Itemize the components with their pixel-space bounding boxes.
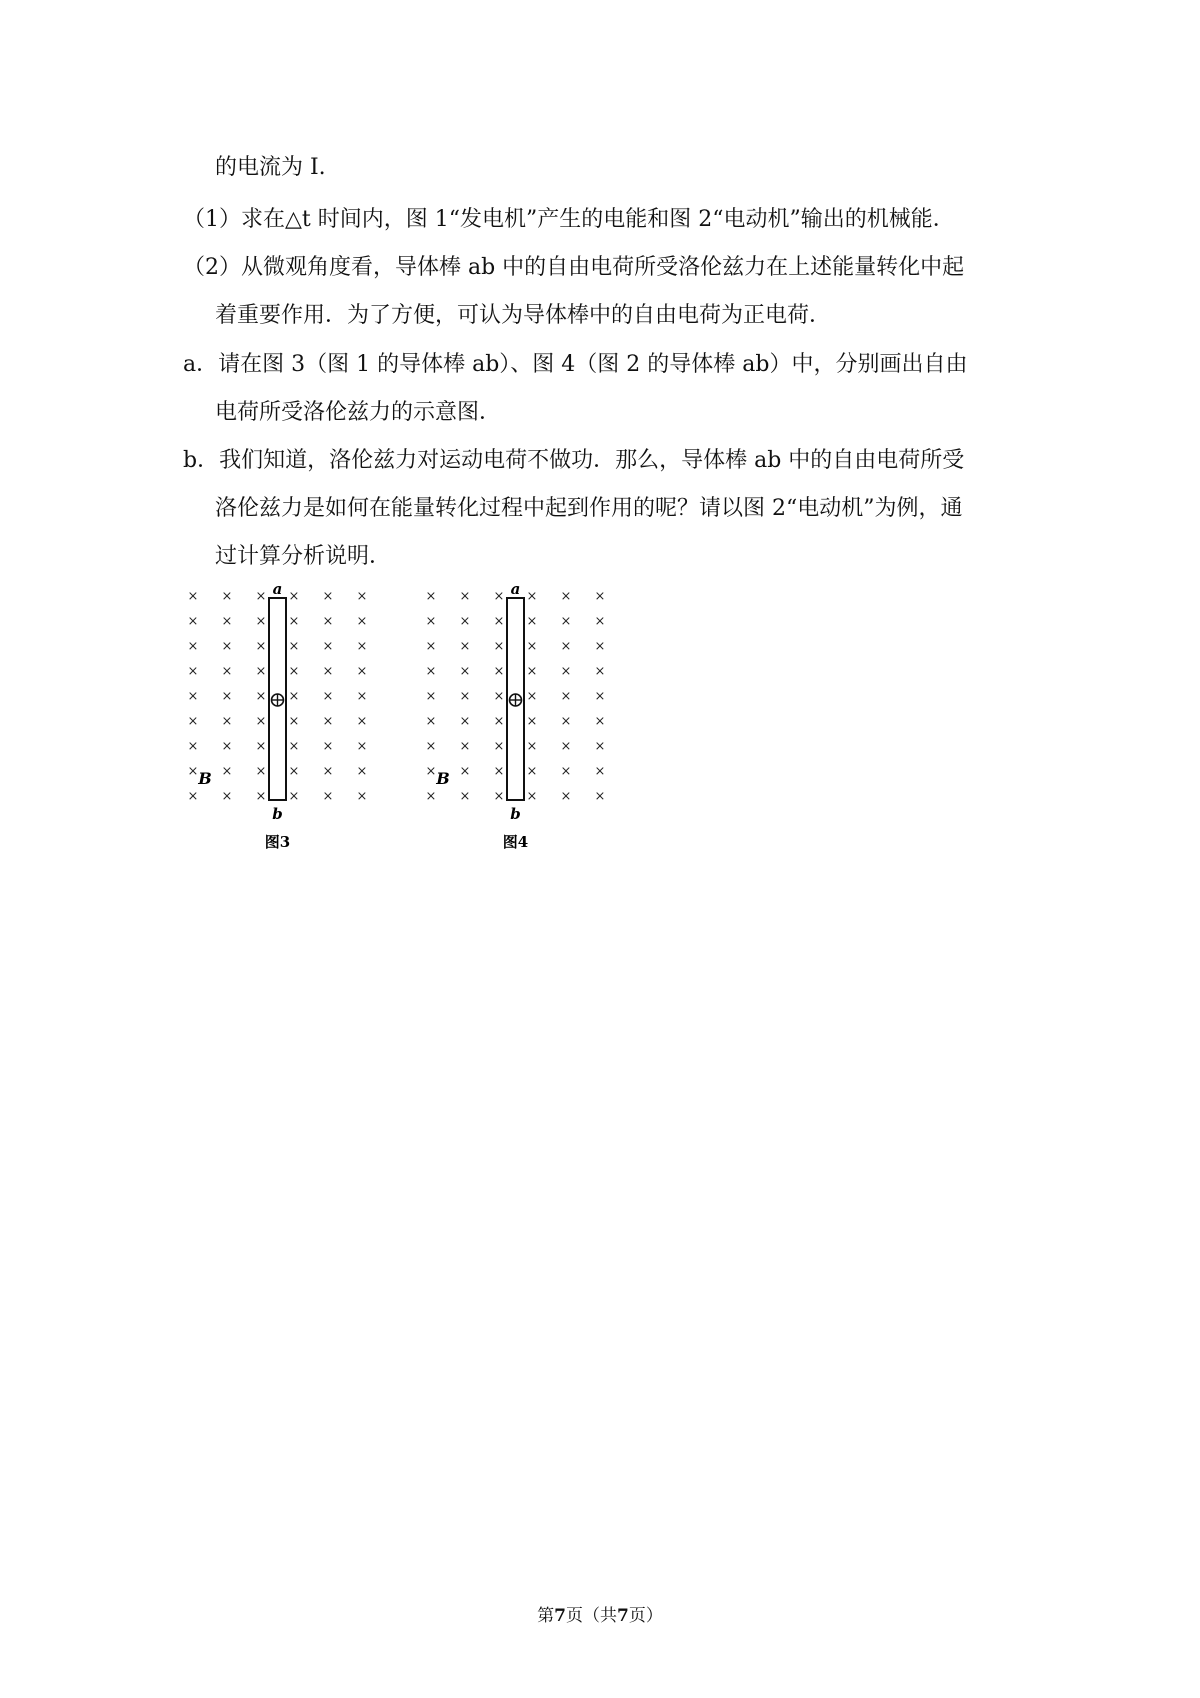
- text-line: 过计算分析说明．: [215, 544, 392, 569]
- field-cross-mark: ×: [255, 614, 267, 629]
- field-cross-mark: ×: [322, 639, 334, 654]
- field-cross-mark: ×: [356, 714, 368, 729]
- field-cross-mark: ×: [459, 714, 471, 729]
- field-cross-mark: ×: [322, 614, 334, 629]
- field-cross-mark: ×: [560, 589, 572, 604]
- field-cross-mark: ×: [459, 589, 471, 604]
- field-cross-mark: ×: [187, 664, 199, 679]
- field-cross-mark: ×: [221, 764, 233, 779]
- field-cross-mark: ×: [322, 664, 334, 679]
- field-cross-mark: ×: [255, 689, 267, 704]
- field-cross-mark: ×: [526, 739, 538, 754]
- field-cross-mark: ×: [560, 789, 572, 804]
- page-footer: [0, 1604, 1200, 1628]
- field-cross-mark: ×: [526, 764, 538, 779]
- field-cross-mark: ×: [187, 639, 199, 654]
- field-cross-mark: ×: [221, 589, 233, 604]
- field-cross-mark: ×: [459, 689, 471, 704]
- figure-caption: 图4: [502, 833, 529, 851]
- field-cross-mark: ×: [526, 664, 538, 679]
- text-line: a．请在图 3（图 1 的导体棒 ab）、图 4（图 2 的导体棒 ab）中，分别画出自由: [183, 352, 968, 377]
- field-cross-mark: ×: [594, 639, 606, 654]
- field-cross-mark: ×: [425, 664, 437, 679]
- text-line: 着重要作用．为了方便，可认为导体棒中的自由电荷为正电荷．: [215, 303, 832, 328]
- field-label: B: [198, 769, 212, 788]
- field-cross-mark: ×: [356, 764, 368, 779]
- field-cross-mark: ×: [594, 614, 606, 629]
- footer-page-number: 7: [554, 1606, 566, 1626]
- field-cross-mark: ×: [493, 714, 505, 729]
- field-cross-mark: ×: [288, 714, 300, 729]
- field-cross-mark: ×: [187, 589, 199, 604]
- text-line: 的电流为 I.: [215, 155, 326, 180]
- field-cross-mark: ×: [493, 789, 505, 804]
- field-cross-mark: ×: [459, 664, 471, 679]
- field-cross-mark: ×: [560, 689, 572, 704]
- field-cross-mark: ×: [356, 664, 368, 679]
- field-cross-mark: ×: [493, 739, 505, 754]
- field-cross-mark: ×: [459, 789, 471, 804]
- field-cross-mark: ×: [493, 689, 505, 704]
- field-cross-mark: ×: [459, 639, 471, 654]
- field-cross-mark: ×: [187, 714, 199, 729]
- footer-prefix: 第: [537, 1606, 555, 1626]
- field-cross-mark: ×: [255, 764, 267, 779]
- field-cross-mark: ×: [255, 639, 267, 654]
- text-line: 电荷所受洛伦兹力的示意图．: [215, 400, 502, 425]
- field-cross-mark: ×: [356, 689, 368, 704]
- field-cross-mark: ×: [526, 789, 538, 804]
- field-cross-mark: ×: [255, 714, 267, 729]
- field-cross-mark: ×: [459, 614, 471, 629]
- field-cross-mark: ×: [560, 639, 572, 654]
- field-cross-mark: ×: [288, 639, 300, 654]
- field-cross-mark: ×: [425, 689, 437, 704]
- field-cross-mark: ×: [594, 689, 606, 704]
- field-cross-mark: ×: [459, 739, 471, 754]
- field-cross-mark: ×: [594, 764, 606, 779]
- field-cross-mark: ×: [187, 764, 199, 779]
- field-cross-mark: ×: [221, 614, 233, 629]
- field-cross-mark: ×: [526, 689, 538, 704]
- field-cross-mark: ×: [594, 664, 606, 679]
- field-cross-mark: ×: [594, 714, 606, 729]
- field-cross-mark: ×: [425, 739, 437, 754]
- figure-3: [180, 580, 380, 864]
- field-cross-mark: ×: [493, 589, 505, 604]
- field-cross-mark: ×: [594, 589, 606, 604]
- field-cross-mark: ×: [221, 689, 233, 704]
- field-cross-mark: ×: [288, 589, 300, 604]
- field-cross-mark: ×: [255, 589, 267, 604]
- field-cross-mark: ×: [526, 614, 538, 629]
- field-cross-mark: ×: [356, 589, 368, 604]
- field-cross-mark: ×: [493, 614, 505, 629]
- field-cross-mark: ×: [255, 789, 267, 804]
- field-cross-mark: ×: [322, 789, 334, 804]
- rod-end-label-b: b: [510, 805, 521, 823]
- field-cross-mark: ×: [594, 789, 606, 804]
- field-cross-mark: ×: [560, 764, 572, 779]
- field-cross-mark: ×: [255, 739, 267, 754]
- field-cross-mark: ×: [425, 789, 437, 804]
- field-cross-mark: ×: [356, 739, 368, 754]
- field-cross-mark: ×: [255, 664, 267, 679]
- positive-charge-icon: [272, 694, 284, 706]
- field-cross-mark: ×: [187, 739, 199, 754]
- field-cross-mark: ×: [288, 764, 300, 779]
- field-cross-mark: ×: [560, 739, 572, 754]
- field-cross-mark: ×: [425, 639, 437, 654]
- footer-total-pages: 7: [617, 1606, 629, 1626]
- figure-4: [418, 580, 618, 864]
- field-label: B: [436, 769, 450, 788]
- field-cross-mark: ×: [425, 614, 437, 629]
- field-cross-mark: ×: [526, 639, 538, 654]
- rod-end-label-a: a: [510, 580, 521, 598]
- field-cross-mark: ×: [526, 714, 538, 729]
- field-cross-mark: ×: [322, 589, 334, 604]
- field-cross-mark: ×: [594, 739, 606, 754]
- field-cross-mark: ×: [288, 789, 300, 804]
- field-cross-mark: ×: [322, 714, 334, 729]
- text-line: （1）求在△t 时间内，图 1“发电机”产生的电能和图 2“电动机”输出的机械能．: [183, 207, 955, 232]
- field-cross-mark: ×: [459, 764, 471, 779]
- field-cross-mark: ×: [187, 614, 199, 629]
- field-cross-mark: ×: [187, 689, 199, 704]
- field-cross-mark: ×: [560, 614, 572, 629]
- field-cross-mark: ×: [221, 639, 233, 654]
- field-cross-mark: ×: [187, 789, 199, 804]
- field-cross-mark: ×: [493, 764, 505, 779]
- footer-suffix: 页）: [628, 1606, 663, 1626]
- field-cross-mark: ×: [560, 664, 572, 679]
- figure-caption: 图3: [264, 833, 291, 851]
- field-cross-mark: ×: [425, 764, 437, 779]
- field-cross-mark: ×: [560, 714, 572, 729]
- field-cross-mark: ×: [322, 739, 334, 754]
- field-cross-mark: ×: [221, 714, 233, 729]
- field-cross-mark: ×: [221, 739, 233, 754]
- field-cross-mark: ×: [322, 764, 334, 779]
- field-cross-mark: ×: [493, 664, 505, 679]
- field-cross-mark: ×: [526, 589, 538, 604]
- field-cross-mark: ×: [356, 789, 368, 804]
- field-cross-mark: ×: [356, 614, 368, 629]
- field-cross-mark: ×: [221, 664, 233, 679]
- text-line: b．我们知道，洛伦兹力对运动电荷不做功．那么，导体棒 ab 中的自由电荷所受: [183, 448, 965, 473]
- field-cross-mark: ×: [288, 689, 300, 704]
- text-line: 洛伦兹力是如何在能量转化过程中起到作用的呢？请以图 2“电动机”为例，通: [215, 496, 963, 521]
- field-cross-mark: ×: [288, 664, 300, 679]
- field-cross-mark: ×: [322, 689, 334, 704]
- rod-end-label-a: a: [272, 580, 283, 598]
- field-cross-mark: ×: [221, 789, 233, 804]
- field-cross-mark: ×: [356, 639, 368, 654]
- footer-middle: 页（共: [566, 1606, 617, 1626]
- rod-end-label-b: b: [272, 805, 283, 823]
- field-cross-mark: ×: [425, 714, 437, 729]
- field-cross-mark: ×: [288, 739, 300, 754]
- text-line: （2）从微观角度看，导体棒 ab 中的自由电荷所受洛伦兹力在上述能量转化中起: [183, 255, 965, 280]
- field-cross-mark: ×: [288, 614, 300, 629]
- field-cross-mark: ×: [493, 639, 505, 654]
- field-cross-mark: ×: [425, 589, 437, 604]
- positive-charge-icon: [510, 694, 522, 706]
